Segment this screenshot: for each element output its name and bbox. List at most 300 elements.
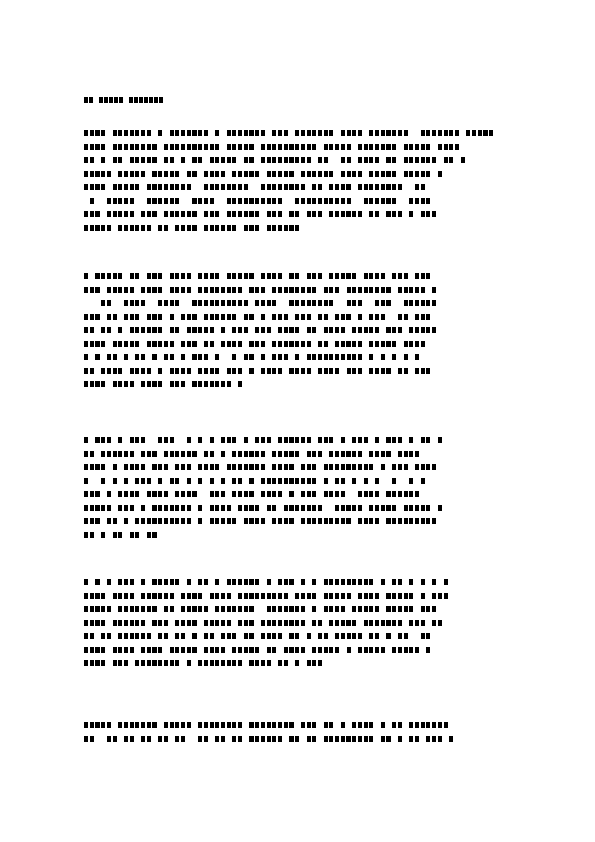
- text-line: [84, 300, 512, 307]
- word-mark: [118, 491, 169, 498]
- word-mark: [404, 505, 433, 512]
- word-mark: [261, 491, 295, 498]
- word-mark: [107, 518, 118, 525]
- word-mark: [84, 606, 113, 613]
- word-mark: [113, 532, 142, 539]
- word-mark: [238, 620, 255, 627]
- word-mark: [369, 300, 392, 307]
- word-mark: [386, 327, 403, 334]
- word-mark: [221, 437, 250, 444]
- text-line: [84, 491, 512, 498]
- word-mark: [175, 491, 204, 498]
- text-line: [84, 478, 512, 485]
- word-mark: [244, 225, 261, 232]
- word-mark: [84, 198, 95, 205]
- word-mark: [421, 579, 427, 586]
- word-mark: [107, 314, 118, 321]
- paragraph-4: [84, 579, 512, 674]
- word-mark: [170, 647, 199, 654]
- word-mark: [124, 518, 130, 525]
- word-mark: [84, 532, 107, 539]
- word-mark: [358, 198, 398, 205]
- word-mark: [267, 579, 296, 586]
- word-mark: [210, 518, 239, 525]
- word-mark: [101, 198, 135, 205]
- word-mark: [113, 144, 159, 151]
- word-mark: [404, 341, 427, 348]
- word-mark: [284, 505, 330, 512]
- word-mark: [432, 287, 438, 294]
- word-mark: [352, 722, 375, 729]
- word-mark: [187, 437, 193, 444]
- word-mark: [369, 633, 392, 640]
- word-mark: [170, 273, 193, 280]
- word-mark: [255, 327, 272, 334]
- word-mark: [307, 211, 364, 218]
- word-mark: [324, 722, 335, 729]
- word-mark: [192, 633, 198, 640]
- word-mark: [329, 273, 358, 280]
- word-mark: [267, 606, 318, 613]
- word-mark: [318, 341, 329, 348]
- word-mark: [335, 341, 364, 348]
- word-mark: [95, 300, 112, 307]
- word-mark: [438, 144, 461, 151]
- word-mark: [404, 198, 433, 205]
- word-mark: [84, 354, 90, 361]
- word-mark: [375, 478, 386, 485]
- word-mark: [421, 211, 444, 218]
- word-mark: [358, 491, 421, 498]
- word-mark: [221, 451, 227, 458]
- word-mark: [147, 314, 176, 321]
- word-mark: [358, 593, 415, 600]
- word-mark: [415, 314, 432, 321]
- word-mark: [187, 198, 216, 205]
- word-mark: [284, 647, 307, 654]
- word-mark: [221, 327, 227, 334]
- word-mark: [466, 130, 495, 137]
- word-mark: [84, 327, 95, 334]
- word-mark: [113, 184, 142, 191]
- word-mark: [278, 660, 289, 667]
- word-mark: [381, 579, 404, 586]
- word-mark: [152, 171, 198, 178]
- word-mark: [232, 451, 266, 458]
- word-mark: [84, 505, 113, 512]
- word-mark: [312, 579, 375, 586]
- text-line: [84, 660, 512, 667]
- word-mark: [392, 354, 398, 361]
- word-mark: [158, 225, 169, 232]
- word-mark: [101, 633, 152, 640]
- word-mark: [386, 211, 415, 218]
- word-mark: [307, 327, 318, 334]
- word-mark: [261, 620, 307, 627]
- word-mark: [438, 505, 444, 512]
- word-mark: [198, 660, 244, 667]
- word-mark: [158, 478, 181, 485]
- title-line-marks: [84, 97, 164, 104]
- word-mark: [386, 606, 415, 613]
- word-mark: [113, 647, 136, 654]
- word-mark: [329, 451, 363, 458]
- word-mark: [107, 579, 136, 586]
- text-line: [84, 437, 512, 444]
- word-mark: [84, 225, 113, 232]
- word-mark: [204, 341, 215, 348]
- word-mark: [84, 130, 107, 137]
- word-mark: [84, 437, 90, 444]
- word-mark: [369, 211, 380, 218]
- word-mark: [192, 157, 238, 164]
- word-mark: [181, 341, 198, 348]
- word-mark: [101, 478, 118, 485]
- word-mark: [204, 211, 261, 218]
- word-mark: [409, 736, 443, 743]
- word-mark: [113, 620, 147, 627]
- word-mark: [198, 273, 221, 280]
- word-mark: [84, 491, 101, 498]
- word-mark: [198, 464, 221, 471]
- word-mark: [204, 171, 227, 178]
- word-mark: [95, 273, 141, 280]
- word-mark: [244, 157, 312, 164]
- word-mark: [113, 130, 164, 137]
- word-mark: [249, 287, 266, 294]
- word-mark: [289, 736, 300, 743]
- word-mark: [244, 633, 284, 640]
- text-line: [84, 171, 512, 178]
- word-mark: [164, 157, 187, 164]
- word-mark: [386, 437, 415, 444]
- word-mark: [238, 505, 261, 512]
- word-mark: [210, 491, 227, 498]
- word-mark: [124, 464, 147, 471]
- word-mark: [392, 464, 409, 471]
- text-line: [84, 368, 512, 375]
- word-mark: [84, 368, 95, 375]
- word-mark: [221, 341, 244, 348]
- word-mark: [249, 660, 272, 667]
- word-mark: [318, 437, 347, 444]
- word-mark: [141, 579, 181, 586]
- word-mark: [364, 620, 404, 627]
- word-mark: [295, 354, 363, 361]
- word-mark: [221, 198, 284, 205]
- word-mark: [272, 451, 301, 458]
- word-mark: [181, 354, 210, 361]
- text-line: [84, 451, 512, 458]
- word-mark: [261, 144, 352, 151]
- word-mark: [301, 579, 307, 586]
- word-mark: [227, 368, 244, 375]
- word-mark: [215, 354, 226, 361]
- word-mark: [244, 518, 267, 525]
- word-mark: [232, 647, 278, 654]
- word-mark: [198, 478, 215, 485]
- word-mark: [192, 381, 243, 388]
- word-mark: [318, 157, 335, 164]
- word-mark: [84, 647, 107, 654]
- word-mark: [369, 368, 392, 375]
- word-mark: [170, 287, 193, 294]
- paragraph-5: [84, 722, 512, 749]
- word-mark: [152, 464, 169, 471]
- word-mark: [113, 381, 136, 388]
- word-mark: [204, 184, 255, 191]
- word-mark: [261, 368, 312, 375]
- word-mark: [232, 327, 249, 334]
- text-line: [84, 518, 512, 525]
- word-mark: [198, 722, 244, 729]
- word-mark: [369, 341, 398, 348]
- word-mark: [415, 184, 426, 191]
- text-line: [84, 287, 512, 294]
- word-mark: [261, 314, 267, 321]
- word-mark: [352, 478, 369, 485]
- word-mark: [204, 620, 233, 627]
- word-mark: [272, 287, 340, 294]
- word-mark: [358, 518, 381, 525]
- word-mark: [364, 273, 387, 280]
- word-mark: [84, 660, 107, 667]
- word-mark: [301, 491, 318, 498]
- word-mark: [267, 211, 301, 218]
- word-mark: [84, 633, 95, 640]
- word-mark: [415, 368, 432, 375]
- word-mark: [164, 722, 193, 729]
- word-mark: [421, 593, 427, 600]
- word-mark: [170, 130, 221, 137]
- word-mark: [118, 300, 147, 307]
- word-mark: [289, 633, 312, 640]
- word-mark: [329, 620, 358, 627]
- word-mark: [95, 354, 118, 361]
- word-mark: [324, 464, 387, 471]
- word-mark: [204, 225, 238, 232]
- word-mark: [181, 593, 204, 600]
- word-mark: [135, 518, 192, 525]
- word-mark: [141, 287, 164, 294]
- word-mark: [210, 593, 290, 600]
- word-mark: [84, 184, 107, 191]
- word-mark: [175, 464, 192, 471]
- word-mark: [198, 518, 204, 525]
- text-line: [84, 130, 512, 137]
- word-mark: [84, 341, 107, 348]
- document-title: [84, 97, 164, 105]
- word-mark: [324, 478, 347, 485]
- word-mark: [164, 144, 255, 151]
- word-mark: [152, 620, 169, 627]
- word-mark: [101, 451, 158, 458]
- word-mark: [101, 368, 124, 375]
- word-mark: [381, 722, 387, 729]
- word-mark: [158, 736, 169, 743]
- word-mark: [84, 171, 113, 178]
- text-line: [84, 184, 512, 191]
- word-mark: [392, 647, 432, 654]
- word-mark: [438, 437, 444, 444]
- word-mark: [289, 273, 300, 280]
- word-mark: [261, 354, 290, 361]
- word-mark: [204, 633, 238, 640]
- word-mark: [432, 620, 443, 627]
- word-mark: [307, 273, 324, 280]
- word-mark: [84, 211, 135, 218]
- word-mark: [381, 736, 404, 743]
- word-mark: [398, 451, 421, 458]
- word-mark: [232, 354, 255, 361]
- word-mark: [84, 273, 90, 280]
- word-mark: [307, 736, 375, 743]
- word-mark: [227, 130, 290, 137]
- word-mark: [204, 451, 215, 458]
- word-mark: [118, 606, 175, 613]
- word-mark: [232, 736, 283, 743]
- word-mark: [141, 647, 164, 654]
- word-mark: [398, 287, 427, 294]
- word-mark: [113, 660, 130, 667]
- word-mark: [324, 606, 347, 613]
- word-mark: [369, 171, 398, 178]
- word-mark: [147, 341, 176, 348]
- word-mark: [409, 722, 449, 729]
- word-mark: [249, 341, 266, 348]
- word-mark: [113, 593, 176, 600]
- word-mark: [221, 478, 244, 485]
- word-mark: [421, 606, 438, 613]
- word-mark: [130, 437, 153, 444]
- word-mark: [152, 354, 175, 361]
- word-mark: [318, 368, 341, 375]
- word-mark: [386, 518, 437, 525]
- word-mark: [107, 736, 136, 743]
- text-line: [84, 505, 512, 512]
- text-line: [84, 633, 512, 640]
- word-mark: [312, 620, 323, 627]
- word-mark: [152, 300, 181, 307]
- word-mark: [249, 368, 255, 375]
- text-line: [84, 579, 512, 586]
- word-mark: [409, 327, 438, 334]
- word-mark: [158, 633, 187, 640]
- word-mark: [341, 157, 381, 164]
- word-mark: [84, 620, 107, 627]
- word-mark: [421, 633, 432, 640]
- word-mark: [272, 464, 295, 471]
- text-line: [84, 532, 512, 539]
- word-mark: [107, 287, 136, 294]
- text-line: [84, 157, 512, 164]
- word-mark: [398, 633, 415, 640]
- word-mark: [284, 300, 335, 307]
- word-mark: [295, 593, 352, 600]
- word-mark: [369, 354, 386, 361]
- word-mark: [409, 620, 426, 627]
- word-mark: [295, 314, 329, 321]
- word-mark: [95, 437, 124, 444]
- text-line: [84, 314, 512, 321]
- word-mark: [415, 273, 432, 280]
- word-mark: [392, 273, 409, 280]
- word-mark: [118, 225, 152, 232]
- word-mark: [84, 157, 107, 164]
- word-mark: [113, 464, 119, 471]
- word-mark: [181, 314, 238, 321]
- word-mark: [386, 157, 437, 164]
- word-mark: [84, 381, 107, 388]
- word-mark: [147, 184, 198, 191]
- word-mark: [341, 722, 347, 729]
- word-mark: [181, 606, 210, 613]
- text-line: [84, 144, 512, 151]
- word-mark: [267, 225, 301, 232]
- word-mark: [210, 505, 233, 512]
- word-mark: [215, 606, 261, 613]
- word-mark: [369, 505, 398, 512]
- text-line: [84, 327, 512, 334]
- text-line: [84, 341, 512, 348]
- word-mark: [301, 464, 318, 471]
- word-mark: [135, 660, 192, 667]
- word-mark: [147, 532, 158, 539]
- text-line: [84, 381, 512, 388]
- word-mark: [352, 327, 381, 334]
- word-mark: [170, 368, 221, 375]
- word-mark: [215, 579, 261, 586]
- word-mark: [113, 341, 142, 348]
- word-mark: [187, 579, 210, 586]
- word-mark: [84, 287, 101, 294]
- text-line: [84, 225, 512, 232]
- word-mark: [295, 130, 363, 137]
- word-mark: [187, 478, 193, 485]
- word-mark: [124, 478, 153, 485]
- word-mark: [118, 327, 124, 334]
- word-mark: [261, 184, 324, 191]
- word-mark: [198, 736, 227, 743]
- word-mark: [84, 314, 101, 321]
- paragraph-2: [84, 273, 512, 395]
- word-mark: [318, 633, 364, 640]
- paragraph-1: [84, 130, 512, 238]
- word-mark: [187, 327, 216, 334]
- text-line: [84, 354, 512, 361]
- word-mark: [301, 518, 352, 525]
- word-mark: [335, 314, 364, 321]
- word-mark: [341, 171, 364, 178]
- word-mark: [124, 314, 141, 321]
- word-mark: [118, 505, 135, 512]
- word-mark: [84, 736, 101, 743]
- word-mark: [312, 647, 352, 654]
- word-mark: [152, 505, 203, 512]
- word-mark: [307, 660, 324, 667]
- word-mark: [369, 451, 392, 458]
- word-mark: [84, 518, 101, 525]
- word-mark: [232, 491, 255, 498]
- word-mark: [198, 437, 204, 444]
- word-mark: [141, 505, 147, 512]
- word-mark: [130, 327, 181, 334]
- word-mark: [84, 300, 90, 307]
- word-mark: [84, 464, 107, 471]
- word-mark: [409, 478, 426, 485]
- word-mark: [84, 593, 107, 600]
- word-mark: [249, 478, 317, 485]
